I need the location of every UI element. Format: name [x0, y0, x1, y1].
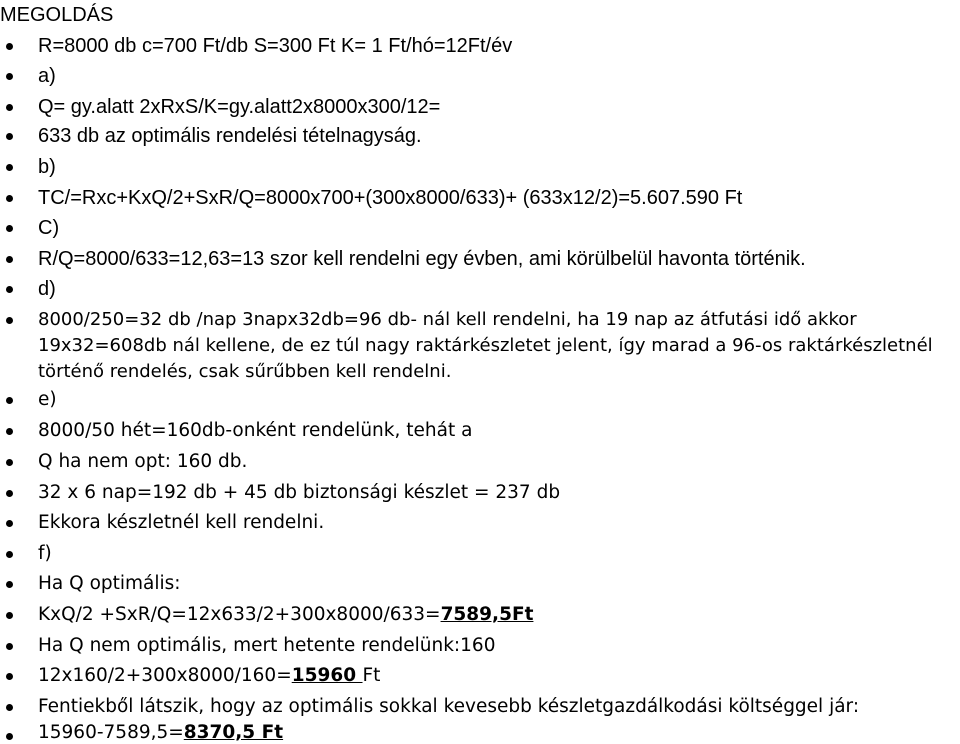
list-item: e) [38, 389, 57, 410]
list-item: b) [38, 156, 56, 178]
slide-title: MEGOLDÁS [0, 4, 114, 26]
bullet [6, 459, 13, 466]
list-item: Ha Q optimális: [38, 573, 181, 594]
bullet [6, 643, 13, 650]
bullet [6, 286, 13, 293]
result-value: 15960 [291, 665, 363, 686]
formula-text: 15960-7589,5= [38, 722, 184, 743]
list-item: R/Q=8000/633=12,63=13 szor kell rendelni egy évben, ami körülbelül havonta történik. [38, 248, 806, 270]
list-item: Ha Q nem optimális, mert hetente rendelünk:160 [38, 635, 496, 656]
list-item: d) [38, 278, 56, 300]
list-item [38, 720, 283, 744]
list-item: 8000/50 hét=160db-onként rendelünk, tehát a [38, 420, 473, 441]
list-item: Q ha nem opt: 160 db. [38, 451, 248, 472]
list-item: Ekkora készletnél kell rendelni. [38, 512, 325, 533]
list-item: Fentiekből látszik, hogy az optimális sokkal kevesebb készletgazdálkodási költséggel jár: [38, 696, 860, 717]
formula-text: KxQ/2 +SxR/Q=12x633/2+300x8000/633= [38, 604, 441, 625]
list-item: 8000/250=32 db /nap 3napx32db=96 db- nál kell rendelni, ha 19 nap az átfutási idő akkor 19x32=608db nál kellene, de ez túl nagy raktárkészletet jelent, így marad a 96-os raktárkészletnél történő rendelés, csak sűrűbben kell rendelni. [38, 309, 933, 382]
list-item: 32 x 6 nap=192 db + 45 db biztonsági készlet = 237 db [38, 482, 561, 503]
bullet [6, 673, 13, 680]
result-value: 7589,5Ft [440, 604, 534, 625]
unit-text: Ft [362, 665, 381, 686]
list-item: C) [38, 217, 60, 239]
bullet [6, 133, 13, 140]
list-item: Q= gy.alatt 2xRxS/K=gy.alatt2x8000x300/12= [38, 96, 441, 118]
bullet [6, 612, 13, 619]
bullet [6, 551, 13, 558]
list-item: R=8000 db c=700 Ft/db S=300 Ft K= 1 Ft/hó=12Ft/év [38, 35, 513, 57]
bullet [6, 225, 13, 232]
result-value: 8370,5 Ft [183, 722, 284, 743]
bullet [6, 256, 13, 263]
bullet [6, 581, 13, 588]
bullet [6, 164, 13, 171]
bullet [6, 704, 13, 711]
bullet [6, 195, 13, 202]
bullet [6, 104, 13, 111]
list-item: a) [38, 65, 56, 87]
list-item [38, 663, 380, 689]
list-item: f) [38, 543, 52, 564]
bullet [6, 43, 13, 50]
bullet [6, 317, 13, 324]
bullet [6, 397, 13, 404]
list-item: 633 db az optimális rendelési tételnagyság. [38, 125, 422, 147]
bullet [6, 490, 13, 497]
bullet [6, 520, 13, 527]
formula-text: 12x160/2+300x8000/160= [38, 665, 292, 686]
bullet [6, 733, 13, 740]
bullet [6, 73, 13, 80]
bullet [6, 428, 13, 435]
list-item [38, 602, 533, 628]
list-item: TC/=Rxc+KxQ/2+SxR/Q=8000x700+(300x8000/633)+ (633x12/2)=5.607.590 Ft [38, 187, 743, 209]
